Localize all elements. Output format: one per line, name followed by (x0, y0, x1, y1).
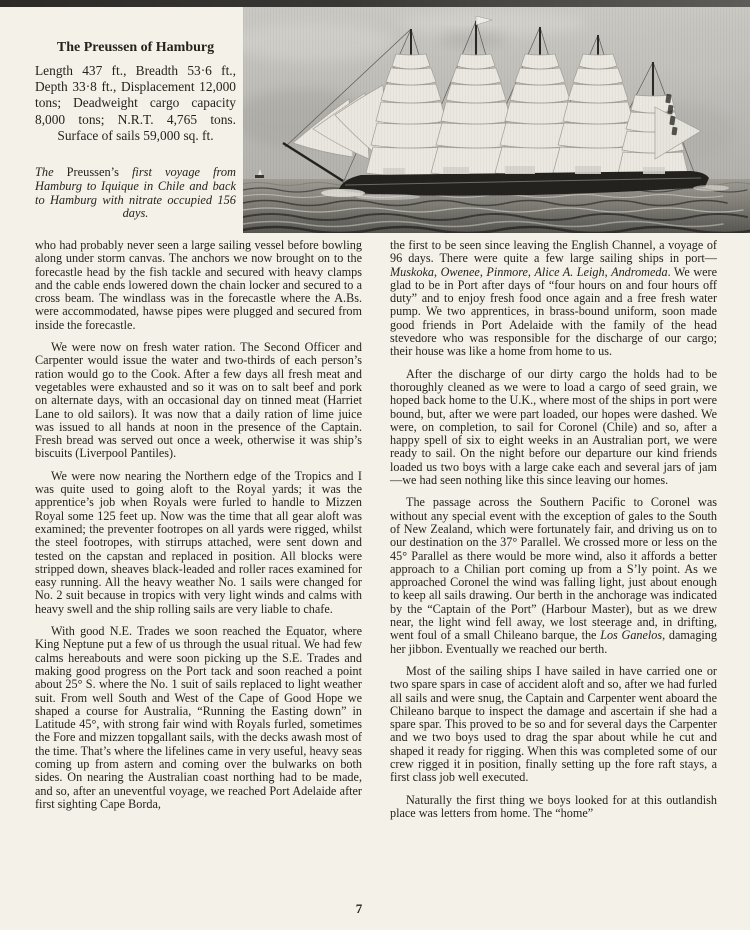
body-paragraph (390, 368, 717, 488)
text-run: the first to be seen since leaving the English Channel, a voyage of 96 days. There were quite a few large sailing ships in port— (390, 239, 717, 266)
scan-edge-top (0, 0, 750, 7)
body-paragraph (35, 239, 362, 332)
body-paragraph (35, 470, 362, 616)
sail (376, 102, 446, 124)
sail (451, 68, 501, 85)
text-run: Naturally the first thing we boys looked for at this outlandish place was letters from home. The “home” (390, 792, 717, 820)
italic-text: Andromeda (611, 264, 668, 279)
italic-text: Pinmore (486, 264, 528, 279)
sail (563, 102, 633, 124)
ship-specs: Length 437 ft., Breadth 53·6 ft., Depth 33·8 ft., Displacement 12,000 tons; Deadweight cargo capacity 8,000 tons; N.R.T. 4,765 tons. Surface of sails 59,000 sq. ft. (35, 63, 236, 143)
body-paragraph (390, 665, 717, 785)
photo-caption (35, 166, 236, 221)
sail (381, 84, 441, 103)
right-column (390, 239, 717, 903)
text-run: , damaging her jibbon. Eventually we reached our berth. (390, 628, 717, 656)
body-paragraph (390, 794, 717, 821)
ship-infobox (35, 40, 236, 221)
italic-text: Los Ganelos (600, 628, 663, 643)
text-run: , (479, 264, 487, 279)
italic-text: first voyage from Hamburg to Iquique in Chile and back to Hamburg with nitrate occupied 156 days. (35, 165, 236, 221)
text-run: , (434, 264, 441, 279)
text-run: . We were glad to be in Port after days of “four hours on and four hours off duty” and to enjoy fresh food once again and a free fresh water pump. We two apprentices, in brass-bound uniform, soon made good friends in Port Adelaide with the family of the head stevedore who was responsible for the discharge of our cargo; their house was like a home from home to us. (390, 264, 717, 359)
italic-text: The (35, 165, 67, 180)
italic-text: Alice A. Leigh (534, 264, 605, 279)
sail (521, 54, 559, 69)
text-run: , (527, 264, 535, 279)
text-run: After the discharge of our dirty cargo the holds had to be thoroughly cleaned as we were to load a cargo of seed grain, we hoped back home to the U.K., where most of the ships in port were bound, but, after we were part loaded, our hopes were dashed. We were, on completion, to sail for Coronel (Chile) and so, after a happy spell of six to eight weeks in an Australian port, we were ready to sail. On the night before our departure our kind friends loaded us two boys with a large cake each and several jars of jam—we had seen nothing like this since leaving our homes. (390, 366, 717, 488)
text-run: , (604, 264, 612, 279)
sail (457, 54, 495, 69)
page-number: 7 (355, 901, 363, 916)
text-run: With good N.E. Trades we soon reached the Equator, where King Neptune put a few of us through the usual ritual. We had few calms hereabouts and were soon picking up the S.E. Trades and making good progress on the Port tack and soon reached a point about 25° S. where the No. 1 suit of sails replaced to light weather suit. From well South and West of the Cape of Good Hope we shaped a course for Australia, “Running the Easting down” in Latitude 45°, with strong fair wind with Royals furled, sometimes the Fore and mizzen topgallant sails, with the decks awash most of the time. That’s where the lifelines came in very useful, heavy seas coming up from astern and coming over the bulwarks on both sides. On nearing the Australian coast northing had to be made, and so, after an uneventful voyage, we reached Port Adelaide after first sighting Cape Borda, (35, 624, 362, 811)
text-run: The passage across the Southern Pacific to Coronel was without any special event with the exception of gales to the South of New Zealand, which were fortunately fair, and driving us on to our destination on the 37° Parallel. We crossed more or less on the 45° Parallel as there would be more wind, also it affords a better approach to a Chilian port coming up from a S’ly point. As we approached Coronel the wind was falling light, just about enough to keep all sails drawing. Our berth in the anchorage was indicated by the “Captain of the Port” (Harbour Master), but as we drew near, the light wind fell away, we lost steerage and, in drifting, went foul of a small Chileano barque, the (390, 495, 717, 643)
ship-illustration (243, 7, 750, 233)
ship-title: The Preussen of Hamburg (56, 40, 215, 55)
sail (386, 68, 436, 85)
text-run: We were now on fresh water ration. The Second Officer and Carpenter would issue the water and two-thirds of each person’s ration would go to the Cook. After a few days all fresh meat and vegetables were exhausted and so it was on to salt beef and pork on alternate days, with an occasional day on tinned meat (Harriet Lane to old sailors). It was now that a daily ration of lime juice was issued to all hands at noon in the presence of the Captain. Fresh bread was served out once a week, otherwise it was ship’s biscuits (Liverpool Pantiles). (35, 340, 362, 461)
sail (568, 84, 628, 103)
italic-text: Owenee (440, 264, 480, 279)
left-column (35, 239, 362, 903)
italic-text: Muskoka (390, 264, 434, 279)
body-paragraph (35, 341, 362, 461)
text-run: Most of the sailing ships I have sailed in have carried one or two spare spars in case of accident aloft and so, after we had furled all sails and were snug, the Captain and Carpenter went aboard the Chileano barque to inspect the damage and ascertain if she had a spare spar. This proved to be so and for several days the Carpenter and we two boys used to drag the spar about while he cut and shaped it ready for rigging. When this was completed some of our crew rigged it in position, finally setting up the fore raft stays, a first class job well executed. (390, 663, 717, 785)
text-run: Preussen’s (66, 165, 119, 180)
sail (510, 84, 570, 103)
sail (573, 68, 623, 85)
sail (515, 68, 565, 85)
ship-photo (243, 7, 750, 233)
article-body (35, 239, 717, 903)
sail (392, 54, 430, 69)
body-paragraph (35, 625, 362, 811)
sail (579, 54, 617, 69)
text-run: who had probably never seen a large sailing vessel before bowling along under storm canvas. The anchors we now brought on to the forecastle head by the fish tackle and secured with heavy clamps and the cable ends lowered down the chain locker and secured to a cross beam. The windlass was in the forecastle where the A.Bs. were accommodated, hawse pipes were plugged and secured from inside the forecastle. (35, 239, 362, 332)
body-paragraph (390, 496, 717, 656)
sail (446, 84, 506, 103)
text-run: We were now nearing the Northern edge of the Tropics and I was quite used to going aloft to the Royal yards; it was the apprentice’s job when Royals were furled to handle to Mizzen Royal some 125 feet up. Now was the time that all gear aloft was examined; the preventer footropes on all yards were rigged, whilst the steel footropes, with stirrups attached, were sent down and tested on the capstan and replaced in position. All blocks were stripped down, sheaves black-leaded and roller races examined for easy running. All the heavy weather No. 1 sails were changed for No. 2 suit because in tropics with very light winds and calms with heavy swell and the ship rolling sails are very liable to chafe. (35, 468, 362, 616)
sail (441, 102, 511, 124)
body-paragraph (390, 239, 717, 359)
